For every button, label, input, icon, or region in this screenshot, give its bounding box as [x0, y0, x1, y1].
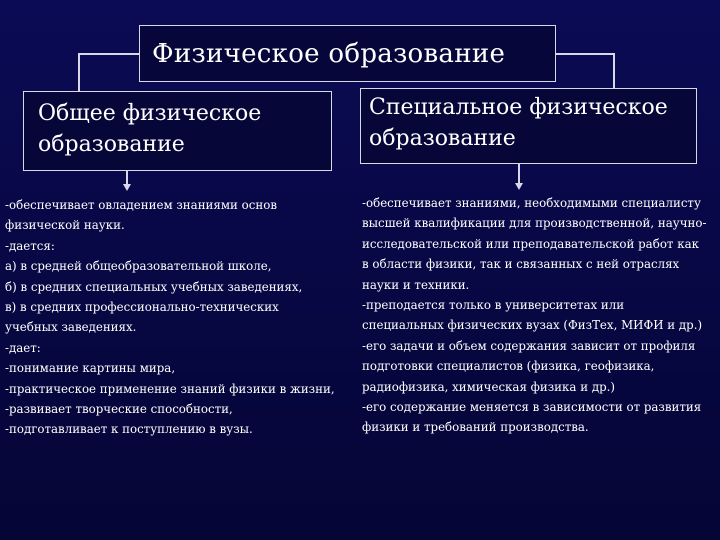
title-text: Физическое образование — [152, 39, 506, 69]
connector-left-horizontal — [78, 53, 139, 55]
left-arrow-head — [123, 184, 131, 191]
connector-right-horizontal — [556, 53, 614, 55]
right-arrow-shaft — [518, 164, 520, 184]
general-education-heading: Общее физическое образование — [38, 101, 262, 157]
general-education-description: -обеспечивает овладением знаниями основ физической науки. -дается: а) в средней общеобразовательной школе, б) в средних специальных учебных заведениях, в) в средних профессионально-технических учебных заведениях. -дает: -понимание картины мира, -практическое применение знаний физики в жизни, -развивает творческие способности, -подготавливает к поступлению в вузы. — [5, 198, 335, 437]
connector-left-vertical — [78, 53, 80, 91]
right-arrow-head — [515, 183, 523, 190]
title-box — [139, 25, 556, 82]
left-arrow-shaft — [126, 171, 128, 185]
special-education-heading: Специальное физическое образование — [369, 95, 668, 151]
general-education-box — [23, 91, 332, 171]
special-education-description: -обеспечивает знаниями, необходимыми специалисту высшей квалификации для производственной, научно-исследовательской или преподавательской работ как в области физики, так и связанных с ней отраслях науки и техники. -преподается только в университетах или специальных физических вузах (ФизТех, МИФИ и др.) -его задачи и объем содержания зависит от профиля подготовки специалистов (физика, геофизика, радиофизика, химическая физика и др.) -его содержание меняется в зависимости от развития физики и требований производства. — [362, 196, 707, 435]
special-education-box — [360, 88, 697, 164]
connector-right-vertical — [613, 53, 615, 88]
